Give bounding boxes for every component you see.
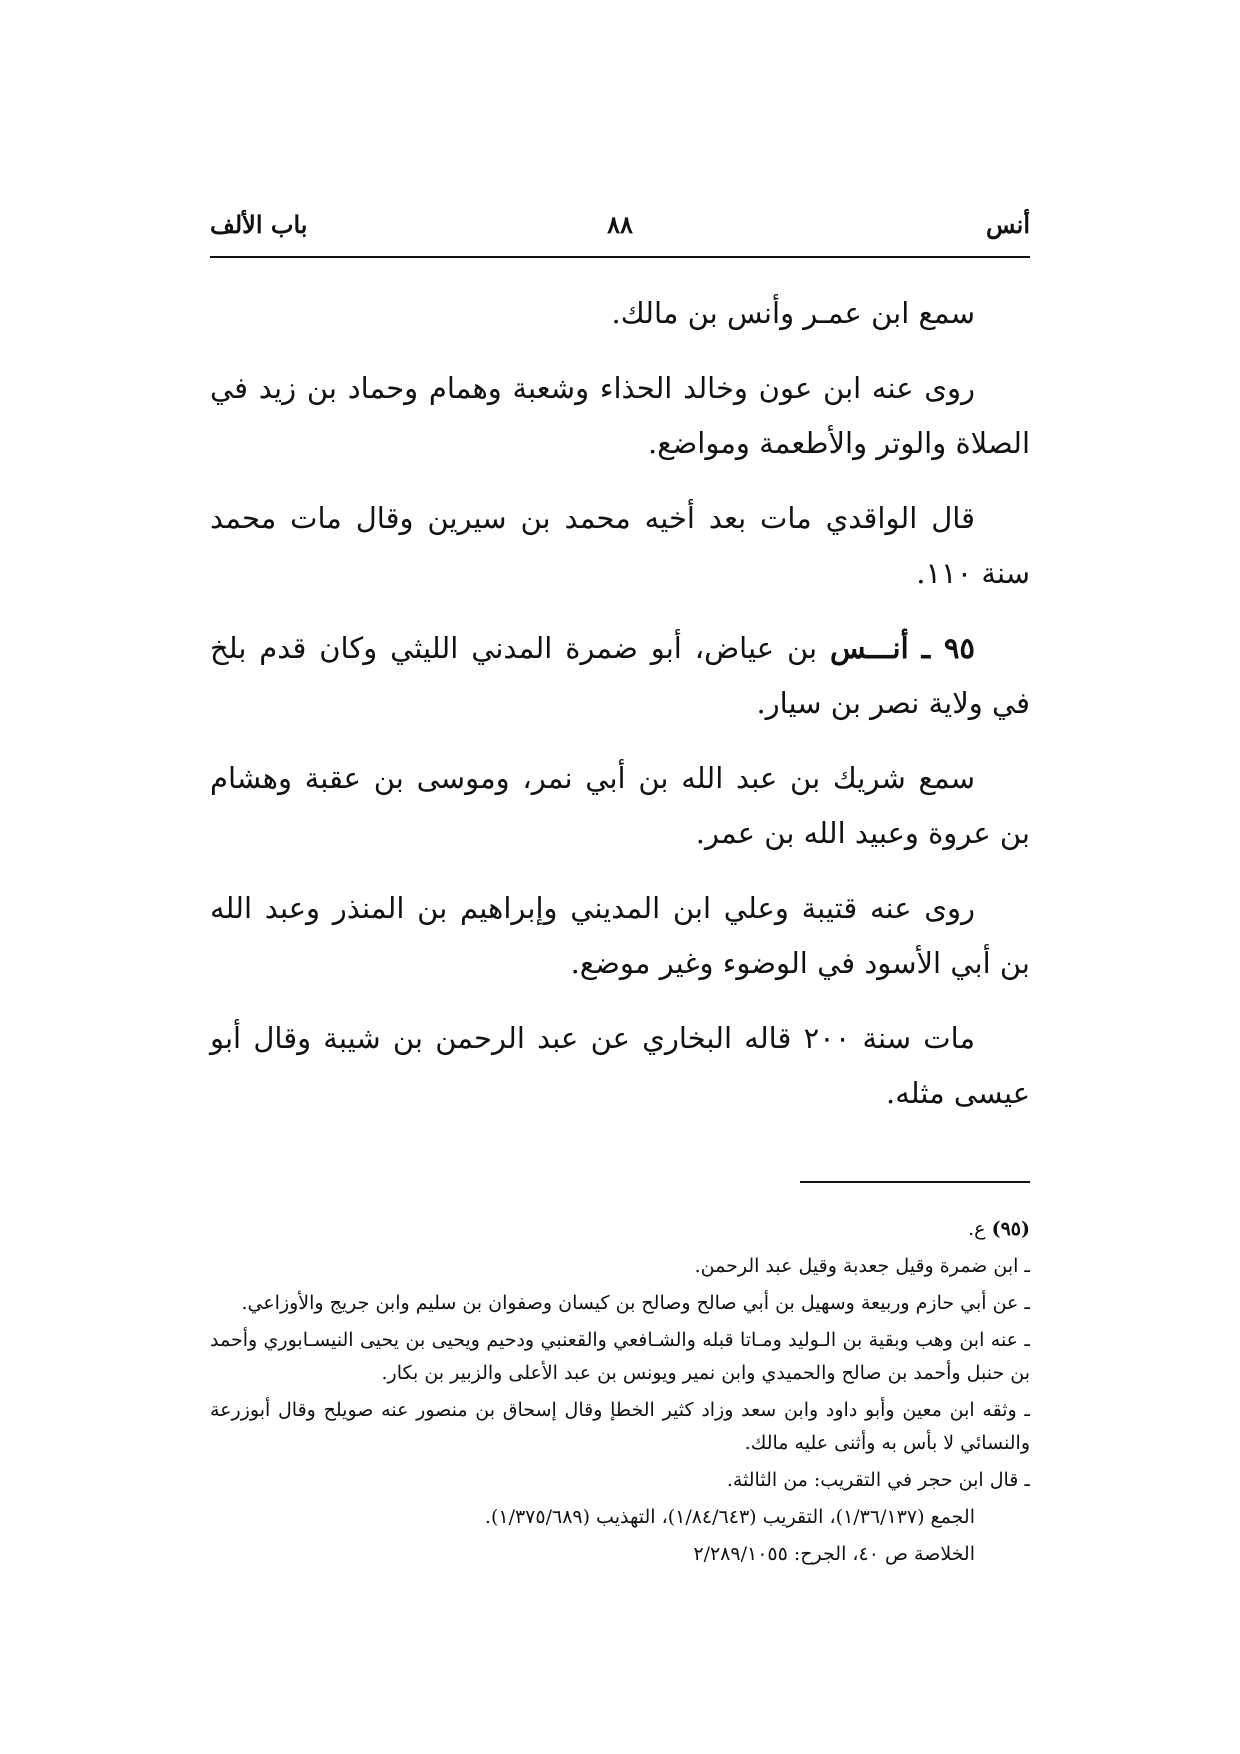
footnote-item: ـ عن أبي حازم وربيعة وسهيل بن أبي صالح وصالح بن كيسان وصفوان بن سليم وابن جريج والأوزاعي.	[241, 1292, 1030, 1314]
paragraph-entry-95-narrated-by: روى عنه قتيبة وعلي ابن المديني وإبراهيم بن المنذر وعبد الله بن أبي الأسود في الوضوء وغير موضع.	[210, 891, 1030, 980]
paragraph-narrated-by: روى عنه ابن عون وخالد الحذاء وشعبة وهمام وحماد بن زيد في الصلاة والوتر والأطعمة ومواضع.	[210, 371, 1030, 460]
paragraph-entry-95-death: مات سنة ٢٠٠ قاله البخاري عن عبد الرحمن بن شيبة وقال أبو عيسى مثله.	[210, 1021, 1030, 1110]
running-head-entry: أنس	[986, 210, 1030, 239]
entry-name: أنـــس	[830, 631, 909, 665]
footnote-references-line: الخلاصة ص ٤٠، الجرح: ٢/٢٨٩/١٠٥٥	[693, 1543, 975, 1565]
entry-95-heading-paragraph	[210, 621, 1030, 731]
page	[210, 210, 1030, 1575]
header-divider	[210, 256, 1030, 258]
paragraph-entry-95-heard-from: سمع شريك بن عبد الله بن أبي نمر، وموسى بن عقبة وهشام بن عروة وعبيد الله بن عمر.	[210, 761, 1030, 850]
footnote-item: ـ عنه ابن وهب وبقية بن الـوليد ومـاتا قبله والشـافعي والقعنبي ودحيم ويحيى بن يحيى النيسـابوري وأحمد بن حنبل وأحمد بن صالح والحميدي وابن نمير ويونس بن عبد الأعلى والزبير بن بكار.	[210, 1329, 1030, 1384]
footnote-item: ـ ابن ضمرة وقيل جعدبة وقيل عبد الرحمن.	[694, 1255, 1030, 1277]
footnote-references-line: الجمع (١/٣٦/١٣٧)، التقريب (١/٨٤/٦٤٣)، التهذيب (١/٣٧٥/٦٨٩).	[484, 1506, 975, 1528]
footnote-item: ـ وثقه ابن معين وأبو داود وابن سعد وزاد كثير الخطإ وقال إسحاق بن منصور عنه صويلح وقال أبوزرعة والنسائي لا بأس به وأثنى عليه مالك.	[210, 1399, 1030, 1454]
running-head	[210, 210, 1030, 246]
footnote-divider	[800, 1181, 1030, 1183]
footnote-reference	[210, 1213, 1030, 1246]
paragraph-death-note: قال الواقدي مات بعد أخيه محمد بن سيرين وقال مات محمد سنة ١١٠.	[210, 501, 1030, 590]
entry-description: بن عياض، أبو ضمرة المدني الليثي وكان قدم بلخ في ولاية نصر بن سيار.	[210, 631, 1030, 720]
footnote-item: ـ قال ابن حجر في التقريب: من الثالثة.	[726, 1469, 1030, 1491]
page-number: ٨٨	[607, 210, 633, 239]
footnote-code: ع.	[968, 1218, 986, 1240]
running-head-chapter: باب الألف	[210, 210, 308, 239]
footnote-number: (٩٥)	[991, 1218, 1030, 1240]
paragraph-heard-from: سمع ابن عمـر وأنس بن مالك.	[611, 296, 975, 330]
footnotes	[210, 1213, 1030, 1571]
main-text	[210, 286, 1030, 1121]
entry-number: ٩٥ ـ	[921, 631, 976, 665]
